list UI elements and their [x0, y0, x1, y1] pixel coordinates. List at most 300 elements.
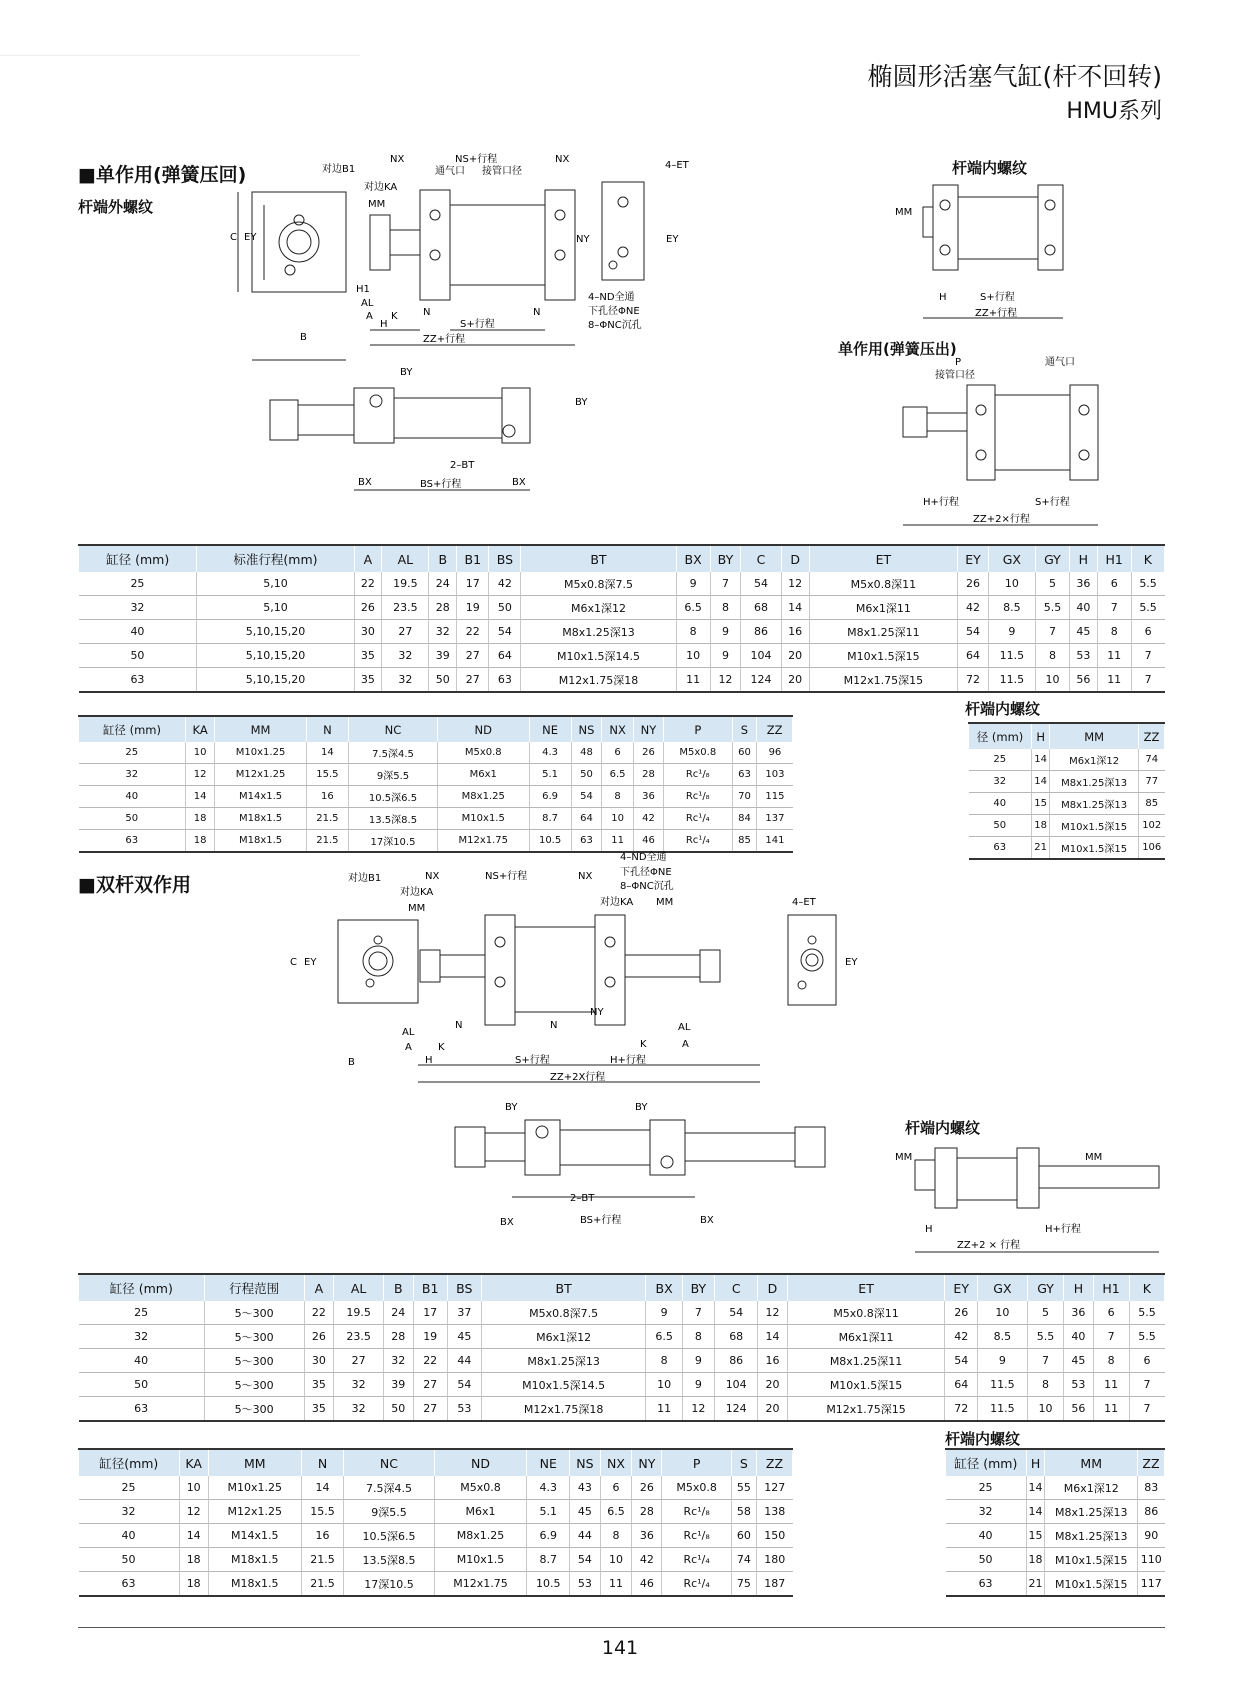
table-cell: 9 [710, 620, 741, 644]
table-cell: 63 [79, 1397, 205, 1422]
table-cell: 10 [646, 1373, 682, 1397]
table-cell: 63 [79, 830, 186, 853]
table-cell: 9 [682, 1373, 714, 1397]
label-s-inner: S+行程 [980, 292, 1015, 303]
label-nc: 8–ΦNC沉孔 [588, 320, 642, 331]
col-header: B [429, 545, 457, 572]
col-header: MM [208, 1449, 301, 1476]
footer-line [78, 1627, 1165, 1628]
label-nx1: NX [390, 154, 405, 165]
table-cell: 7 [1129, 1397, 1164, 1422]
col-header: NE [527, 1449, 570, 1476]
table-cell: M8x1.25深13 [1045, 1500, 1137, 1524]
label2-4et: 4–ET [792, 897, 816, 908]
table-cell: 86 [1137, 1500, 1164, 1524]
table-cell: 5,10,15,20 [197, 668, 354, 693]
table-cell: 8 [600, 1524, 632, 1548]
table-cell: 20 [781, 644, 809, 668]
table-cell: 115 [757, 786, 793, 808]
table-row [79, 1500, 793, 1524]
table-cell: 14 [306, 742, 348, 764]
table-cell: 7 [682, 1301, 714, 1325]
table-cell: 43 [570, 1476, 601, 1500]
col-header: NX [602, 716, 634, 742]
table-row [79, 742, 793, 764]
table-cell: M5x0.8 [434, 1476, 527, 1500]
table-cell: M8x1.25深13 [521, 620, 676, 644]
table-row [969, 837, 1165, 860]
table-cell: 54 [571, 786, 602, 808]
table-cell: 9 [646, 1301, 682, 1325]
col-header: 缸径(mm) [79, 1449, 180, 1476]
col-header: NY [633, 716, 663, 742]
col-header: BS [489, 545, 521, 572]
table-cell: 54 [489, 620, 521, 644]
table-row [79, 830, 793, 853]
table-cell: 18 [185, 830, 214, 853]
table-cell: 12 [758, 1301, 787, 1325]
table-cell: 106 [1138, 837, 1164, 860]
table-cell: 54 [570, 1548, 601, 1572]
table-cell: 9 [710, 644, 741, 668]
table-cell: 7 [1129, 1373, 1164, 1397]
table-cell: 45 [1070, 620, 1098, 644]
table-cell: 32 [334, 1397, 384, 1422]
table-cell: M6x1深11 [787, 1325, 945, 1349]
table-cell: 72 [958, 668, 989, 693]
table-cell: 74 [731, 1548, 756, 1572]
section1-push-subtitle: 单作用(弹簧压出) [838, 340, 957, 358]
table-cell: 96 [757, 742, 793, 764]
table-cell: 22 [304, 1301, 333, 1325]
table-cell: M8x1.25深13 [481, 1349, 646, 1373]
table-single-dims-1 [78, 544, 1165, 693]
page-number: 141 [601, 1637, 639, 1659]
col-header: ZZ [757, 716, 793, 742]
table-cell: 63 [969, 837, 1032, 860]
table-cell: M8x1.25深13 [1045, 1524, 1137, 1548]
table-cell: 7 [710, 572, 741, 596]
table-cell: 63 [571, 830, 602, 853]
table-cell: 4.3 [529, 742, 571, 764]
table-cell: 20 [758, 1373, 787, 1397]
col-header: BY [710, 545, 741, 572]
table-cell: 117 [1137, 1572, 1164, 1597]
table-cell: 23.5 [334, 1325, 384, 1349]
table-cell: 26 [945, 1301, 977, 1325]
label2-s: S+行程 [515, 1055, 550, 1066]
col-header: NE [529, 716, 571, 742]
table-cell: 11 [1097, 668, 1131, 693]
table-cell: 19.5 [382, 572, 429, 596]
table-cell: 50 [79, 808, 186, 830]
table-cell: 127 [756, 1476, 792, 1500]
label2-nc: 8–ΦNC沉孔 [620, 881, 674, 892]
table-cell: 7 [1027, 1349, 1063, 1373]
table-cell: 16 [781, 620, 809, 644]
table-cell: 53 [1070, 644, 1098, 668]
table-cell: 85 [1138, 793, 1164, 815]
label-jieguan: 接管口径 [482, 166, 522, 177]
table-cell: 22 [354, 572, 382, 596]
table-cell: 10.5深6.5 [348, 786, 437, 808]
col-header: K [1129, 1274, 1164, 1301]
table-cell: 5,10,15,20 [197, 644, 354, 668]
table-cell: 9 [676, 572, 710, 596]
label2-c: C [290, 957, 297, 968]
table-cell: 63 [732, 764, 757, 786]
label2-ns: NS+行程 [485, 871, 528, 882]
table-cell: 14 [185, 786, 214, 808]
table-cell: 19.5 [334, 1301, 384, 1325]
table-cell: 6.9 [529, 786, 571, 808]
table-cell: 15.5 [306, 764, 348, 786]
col-header: N [301, 1449, 344, 1476]
table-row [946, 1524, 1165, 1548]
table-cell: 9 [988, 620, 1035, 644]
table-cell: Rc¹/₈ [662, 1500, 731, 1524]
table-cell: 11 [676, 668, 710, 693]
col-header: C [741, 545, 782, 572]
table-cell: 26 [354, 596, 382, 620]
table-cell: 36 [1070, 572, 1098, 596]
table-cell: 5.5 [1129, 1325, 1164, 1349]
table-cell: 10 [676, 644, 710, 668]
table-cell: 26 [958, 572, 989, 596]
table-cell: M12x1.75深15 [809, 668, 958, 693]
table-cell: M6x1深12 [521, 596, 676, 620]
table-cell: 86 [715, 1349, 758, 1373]
table-cell: 187 [756, 1572, 792, 1597]
table-cell: M5x0.8深11 [787, 1301, 945, 1325]
table-cell: 32 [79, 764, 186, 786]
table-cell: 50 [79, 644, 197, 668]
table-row [79, 1397, 1165, 1422]
label-bx2: BX [512, 477, 526, 488]
table-cell: 16 [758, 1349, 787, 1373]
header-decor-line [0, 55, 360, 56]
col-header: ND [438, 716, 530, 742]
label-nd: 4–ND全通 [588, 292, 635, 303]
table-row [79, 1349, 1165, 1373]
table-cell: 5.5 [1027, 1325, 1063, 1349]
table-cell: 64 [958, 644, 989, 668]
table-row [946, 1548, 1165, 1572]
section1-title: ■单作用(弹簧压回) [78, 164, 247, 186]
col-header: D [781, 545, 809, 572]
label-ne: 下孔径ΦNE [588, 306, 640, 317]
label3-h: H [925, 1224, 933, 1235]
table-cell: 141 [757, 830, 793, 853]
table-cell: 64 [571, 808, 602, 830]
table-cell: 5,10 [197, 572, 354, 596]
table-cell: 124 [741, 668, 782, 693]
col-header: B1 [413, 1274, 447, 1301]
col-header: ZZ [1137, 1449, 1164, 1476]
table-cell: M5x0.8 [664, 742, 732, 764]
label2-ka: 对边KA [400, 887, 434, 898]
table-cell: 56 [1070, 668, 1098, 693]
table-cell: 102 [1138, 815, 1164, 837]
table-cell: 19 [413, 1325, 447, 1349]
col-header: GX [988, 545, 1035, 572]
table-cell: 8 [676, 620, 710, 644]
table-cell: 104 [715, 1373, 758, 1397]
table-cell: 10 [179, 1476, 208, 1500]
col-header: H [1032, 723, 1050, 749]
table-cell: 5.1 [529, 764, 571, 786]
table-cell: Rc¹/₈ [664, 764, 732, 786]
table-cell: 5～300 [204, 1301, 304, 1325]
table-cell: 36 [1064, 1301, 1093, 1325]
table-cell: 11 [1093, 1397, 1129, 1422]
table-cell: 6.5 [646, 1325, 682, 1349]
table-row [79, 1301, 1165, 1325]
table-cell: 9 [682, 1349, 714, 1373]
table-cell: 50 [79, 1373, 205, 1397]
table-cell: 40 [79, 620, 197, 644]
table-cell: 14 [1026, 1500, 1045, 1524]
table-cell: M6x1 [434, 1500, 527, 1524]
table-row [79, 620, 1165, 644]
table-cell: 84 [732, 808, 757, 830]
col-header: H [1064, 1274, 1093, 1301]
table-cell: 11 [646, 1397, 682, 1422]
table-cell: 5.5 [1131, 596, 1164, 620]
table-cell: M12x1.25 [208, 1500, 301, 1524]
table-cell: 15 [1026, 1524, 1045, 1548]
table-cell: 5,10 [197, 596, 354, 620]
table-cell: 63 [79, 668, 197, 693]
table-cell: 53 [1064, 1373, 1093, 1397]
table-cell: 6.5 [676, 596, 710, 620]
table-cell: 58 [731, 1500, 756, 1524]
table-cell: 50 [79, 1548, 180, 1572]
table-row [79, 808, 793, 830]
table-cell: 40 [946, 1524, 1027, 1548]
table-row [79, 644, 1165, 668]
table-cell: 8 [710, 596, 741, 620]
table-cell: 21.5 [301, 1572, 344, 1597]
table-cell: 28 [633, 764, 663, 786]
table-row [79, 1524, 793, 1548]
table-cell: 21.5 [306, 808, 348, 830]
label3-zz: ZZ+2 × 行程 [957, 1240, 1021, 1251]
table-cell: 8.7 [529, 808, 571, 830]
col-header: S [731, 1449, 756, 1476]
table-cell: 46 [632, 1572, 662, 1597]
table-cell: 11.5 [977, 1373, 1027, 1397]
label-al: AL [361, 298, 374, 309]
table-cell: 35 [304, 1373, 333, 1397]
col-header: NC [344, 1449, 434, 1476]
table-cell: M10x1.5深14.5 [521, 644, 676, 668]
table-cell: 5～300 [204, 1373, 304, 1397]
table-cell: 5～300 [204, 1325, 304, 1349]
table-cell: 85 [732, 830, 757, 853]
table-cell: M5x0.8深7.5 [521, 572, 676, 596]
table-cell: M10x1.25 [208, 1476, 301, 1500]
table-cell: 40 [79, 1349, 205, 1373]
table-cell: 36 [632, 1524, 662, 1548]
table-cell: 138 [756, 1500, 792, 1524]
label-mm: MM [368, 199, 386, 210]
table-cell: 7 [1131, 668, 1164, 693]
label-by2: BY [575, 397, 588, 408]
label2-al: AL [402, 1027, 415, 1038]
table-cell: 27 [413, 1373, 447, 1397]
table-row [79, 1476, 793, 1500]
table-cell: 53 [447, 1397, 481, 1422]
table-cell: 50 [429, 668, 457, 693]
col-header: MM [1045, 1449, 1137, 1476]
col-header: MM [215, 716, 307, 742]
table-cell: 5,10,15,20 [197, 620, 354, 644]
table-cell: 21 [1026, 1572, 1045, 1597]
table-cell: 124 [715, 1397, 758, 1422]
table-cell: 70 [732, 786, 757, 808]
col-header: S [732, 716, 757, 742]
label-s-push: S+行程 [1035, 497, 1070, 508]
table-cell: 32 [946, 1500, 1027, 1524]
table-cell: 6 [1131, 620, 1164, 644]
table6-title: 杆端内螺纹 [945, 1430, 1021, 1448]
table-cell: M8x1.25 [438, 786, 530, 808]
label-zz-inner: ZZ+行程 [975, 308, 1018, 319]
table-cell: 13.5深8.5 [348, 808, 437, 830]
label2-ne: 下孔径ΦNE [620, 867, 672, 878]
table-cell: 74 [1138, 749, 1164, 771]
table-cell: Rc¹/₈ [664, 786, 732, 808]
table-cell: 9深5.5 [344, 1500, 434, 1524]
label2-bt: 2–BT [570, 1193, 595, 1204]
table-cell: 12 [710, 668, 741, 693]
col-header: NY [632, 1449, 662, 1476]
col-header: B [384, 1274, 413, 1301]
table-row [79, 572, 1165, 596]
table-cell: 9深5.5 [348, 764, 437, 786]
label-b1: 对边B1 [322, 164, 356, 175]
table-cell: 21.5 [306, 830, 348, 853]
table-row [79, 1548, 793, 1572]
label-hs: H+行程 [923, 497, 959, 508]
label2-bx2: BX [700, 1215, 714, 1226]
table-cell: 28 [429, 596, 457, 620]
label-h1: H1 [356, 284, 370, 295]
col-header: 行程范围 [204, 1274, 304, 1301]
table-cell: M12x1.75深15 [787, 1397, 945, 1422]
table-cell: 15.5 [301, 1500, 344, 1524]
table-cell: M6x1深12 [481, 1325, 646, 1349]
table-cell: M12x1.25 [215, 764, 307, 786]
table-cell: 19 [457, 596, 489, 620]
table-cell: 30 [354, 620, 382, 644]
table-cell: 50 [571, 764, 602, 786]
col-header: AL [382, 545, 429, 572]
label2-ny: NY [590, 1007, 604, 1018]
table3-title: 杆端内螺纹 [965, 700, 1041, 718]
table-cell: 14 [179, 1524, 208, 1548]
table-cell: M6x1深11 [809, 596, 958, 620]
table-cell: 14 [781, 596, 809, 620]
table-cell: 8.5 [988, 596, 1035, 620]
col-header: GX [977, 1274, 1027, 1301]
table-cell: 14 [1032, 771, 1050, 793]
table-cell: 10.5 [527, 1572, 570, 1597]
label2-b1: 对边B1 [348, 873, 382, 884]
drawing-single-acting-outer [230, 154, 820, 535]
table-cell: M8x1.25 [434, 1524, 527, 1548]
label2-k2: K [640, 1039, 647, 1050]
col-header: GY [1027, 1274, 1063, 1301]
table-cell: 5.5 [1129, 1301, 1164, 1325]
table-cell: 42 [489, 572, 521, 596]
table-cell: 54 [945, 1349, 977, 1373]
col-header: K [1131, 545, 1164, 572]
table-cell: 25 [79, 742, 186, 764]
table-cell: 48 [571, 742, 602, 764]
table-cell: 32 [79, 1325, 205, 1349]
label-by1: BY [400, 367, 413, 378]
table-cell: 60 [731, 1524, 756, 1548]
table-cell: 10 [1035, 668, 1069, 693]
col-header: P [664, 716, 732, 742]
table-cell: M18x1.5 [208, 1572, 301, 1597]
table-cell: 17 [413, 1301, 447, 1325]
col-header: ET [809, 545, 958, 572]
label2-n2: N [550, 1020, 558, 1031]
table-cell: M8x1.25深11 [809, 620, 958, 644]
label3-mm2: MM [1085, 1152, 1103, 1163]
table-cell: 63 [489, 668, 521, 693]
drawing-single-acting-inner [895, 175, 1110, 325]
table-cell: 32 [382, 644, 429, 668]
table-cell: 8 [646, 1349, 682, 1373]
label-ns: NS+行程 [455, 154, 498, 165]
table-cell: 5～300 [204, 1397, 304, 1422]
table-cell: 20 [781, 668, 809, 693]
table-cell: 26 [633, 742, 663, 764]
table-cell: 7 [1131, 644, 1164, 668]
table-cell: 6 [1129, 1349, 1164, 1373]
col-header: NS [570, 1449, 601, 1476]
table-cell: Rc¹/₄ [662, 1548, 731, 1572]
table-cell: 6.5 [600, 1500, 632, 1524]
table-cell: M18x1.5 [215, 830, 307, 853]
label-zz: ZZ+行程 [423, 334, 466, 345]
table-cell: 20 [758, 1397, 787, 1422]
table-cell: 8 [682, 1325, 714, 1349]
table-cell: 8.7 [527, 1548, 570, 1572]
table-cell: 10 [185, 742, 214, 764]
table-cell: 5.5 [1035, 596, 1069, 620]
col-header: H [1070, 545, 1098, 572]
table-cell: M6x1 [438, 764, 530, 786]
table-cell: Rc¹/₄ [664, 830, 732, 853]
table-cell: 5 [1027, 1301, 1063, 1325]
table-cell: 15 [1032, 793, 1050, 815]
col-header: 缸径 (mm) [79, 545, 197, 572]
table-cell: 12 [682, 1397, 714, 1422]
table-cell: M14x1.5 [215, 786, 307, 808]
drawing-single-acting-push [895, 355, 1110, 535]
table-cell: 150 [756, 1524, 792, 1548]
table-cell: 14 [301, 1476, 344, 1500]
table-cell: 25 [946, 1476, 1027, 1500]
table-cell: 8 [602, 786, 634, 808]
drawing-double-rod-inner [895, 1140, 1165, 1260]
label-n2: N [533, 307, 541, 318]
